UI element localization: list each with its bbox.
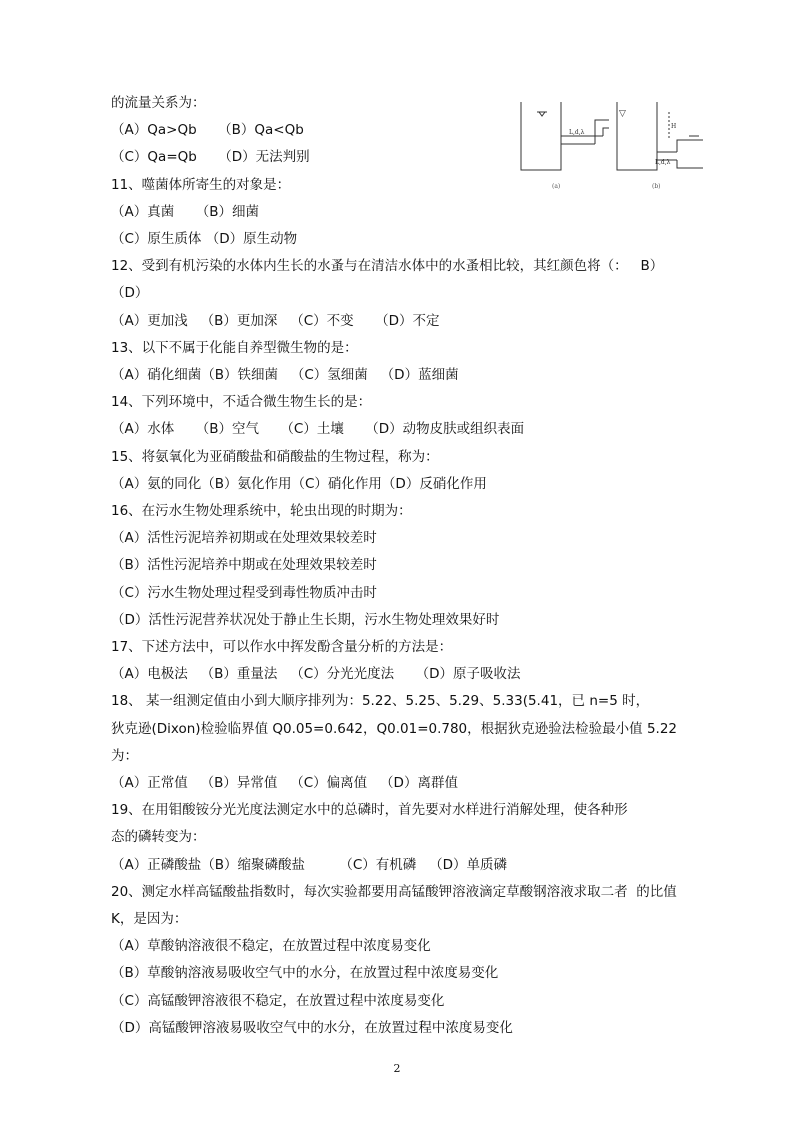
text-line: 狄克逊(Dixon)检验临界值 Q0.05=0.642，Q0.01=0.780，根据狄克逊验法检验最小值 5.22 — [111, 720, 677, 737]
pipe-flow-figure — [517, 98, 707, 194]
text-line: 的流量关系为： — [111, 95, 206, 111]
text-line: 16、在污水生物处理系统中，轮虫出现的时期为： — [111, 503, 412, 519]
figure-a — [521, 102, 609, 170]
text-line: （D）高锰酸钾溶液易吸收空气中的水分，在放置过程中浓度易变化 — [111, 1019, 513, 1036]
text-line: 为： — [111, 747, 138, 764]
text-line: （A）活性污泥培养初期或在处理效果较差时 — [111, 530, 377, 547]
text-line: K，是因为： — [111, 911, 188, 927]
page-number: 2 — [393, 1062, 401, 1075]
text-line: 15、将氨氧化为亚硝酸盐和硝酸盐的生物过程，称为： — [111, 448, 439, 465]
text-line: 11、噬菌体所寄生的对象是： — [111, 176, 291, 193]
text-line: （A）氨的同化（B）氨化作用（C）硝化作用（D）反硝化作用 — [111, 475, 487, 492]
text-line: 13、以下不属于化能自养型微生物的是： — [111, 339, 358, 356]
figure-b-caption: (b) — [652, 183, 661, 190]
figure-a-flow-label: L,d,λ — [569, 129, 585, 136]
text-line: 17、下述方法中，可以作水中挥发酚含量分析的方法是： — [111, 639, 453, 655]
text-line: 14、下列环境中，不适合微生物生长的是： — [111, 394, 372, 411]
text-line: 12、受到有机污染的水体内生长的水蚤与在清洁水体中的水蚤相比较，其红颜色将（： B） — [111, 258, 664, 275]
text-line: （A）真菌 （B）细菌 — [111, 203, 259, 220]
figure-b-h-mark: H — [671, 123, 677, 130]
figure-b-flow-label: L,d,λ — [655, 159, 671, 166]
text-line: （A）水体 （B）空气 （C）土壤 （D）动物皮肤或组织表面 — [111, 421, 525, 438]
text-line: 19、在用钼酸铵分光光度法测定水中的总磷时，首先要对水样进行消解处理，使各种形 — [111, 802, 628, 819]
figure-a-caption: (a) — [552, 183, 561, 190]
text-line: （A）正常值 （B）异常值 （C）偏离值 （D）离群值 — [111, 775, 458, 791]
text-line: 20、测定水样高锰酸盐指数时，每次实验都要用高锰酸钾溶液滴定草酸钢溶液求取二者 的比值 — [111, 883, 677, 900]
text-line: （A）正磷酸盐（B）缩聚磷酸盐 （C）有机磷 （D）单质磷 — [111, 856, 508, 873]
text-line: （B）草酸钠溶液易吸收空气中的水分，在放置过程中浓度易变化 — [111, 965, 499, 982]
text-line: 态的磷转变为： — [111, 829, 206, 846]
figure-b-level-mark: ▽ — [619, 109, 626, 119]
text-line: （C）Qa=Qb （D）无法判别 — [111, 149, 310, 166]
text-line: （B）活性污泥培养中期或在处理效果较差时 — [111, 557, 377, 574]
text-line: （C）原生质体 （D）原生动物 — [111, 231, 298, 247]
text-line: （A）电极法 （B）重量法 （C）分光光度法 （D）原子吸收法 — [111, 666, 521, 683]
text-line: （A）Qa>Qb （B）Qa<Qb — [111, 122, 304, 139]
text-line: （A）草酸钠溶液很不稳定，在放置过程中浓度易变化 — [111, 938, 431, 955]
text-line: （C）污水生物处理过程受到毒性物质冲击时 — [111, 584, 377, 601]
text-line: 18、 某一组测定值由小到大顺序排列为：5.22、5.25、5.29、5.33(5.41，已 n=5 时， — [111, 693, 650, 710]
text-line: （C）高锰酸钾溶液很不稳定，在放置过程中浓度易变化 — [111, 992, 445, 1009]
text-line: （A）硝化细菌（B）铁细菌 （C）氢细菌 （D）蓝细菌 — [111, 367, 459, 383]
text-line: （D） — [111, 285, 149, 302]
text-line: （A）更加浅 （B）更加深 （C）不变 （D）不定 — [111, 312, 440, 329]
text-line: （D）活性污泥营养状况处于静止生长期，污水生物处理效果好时 — [111, 611, 500, 628]
